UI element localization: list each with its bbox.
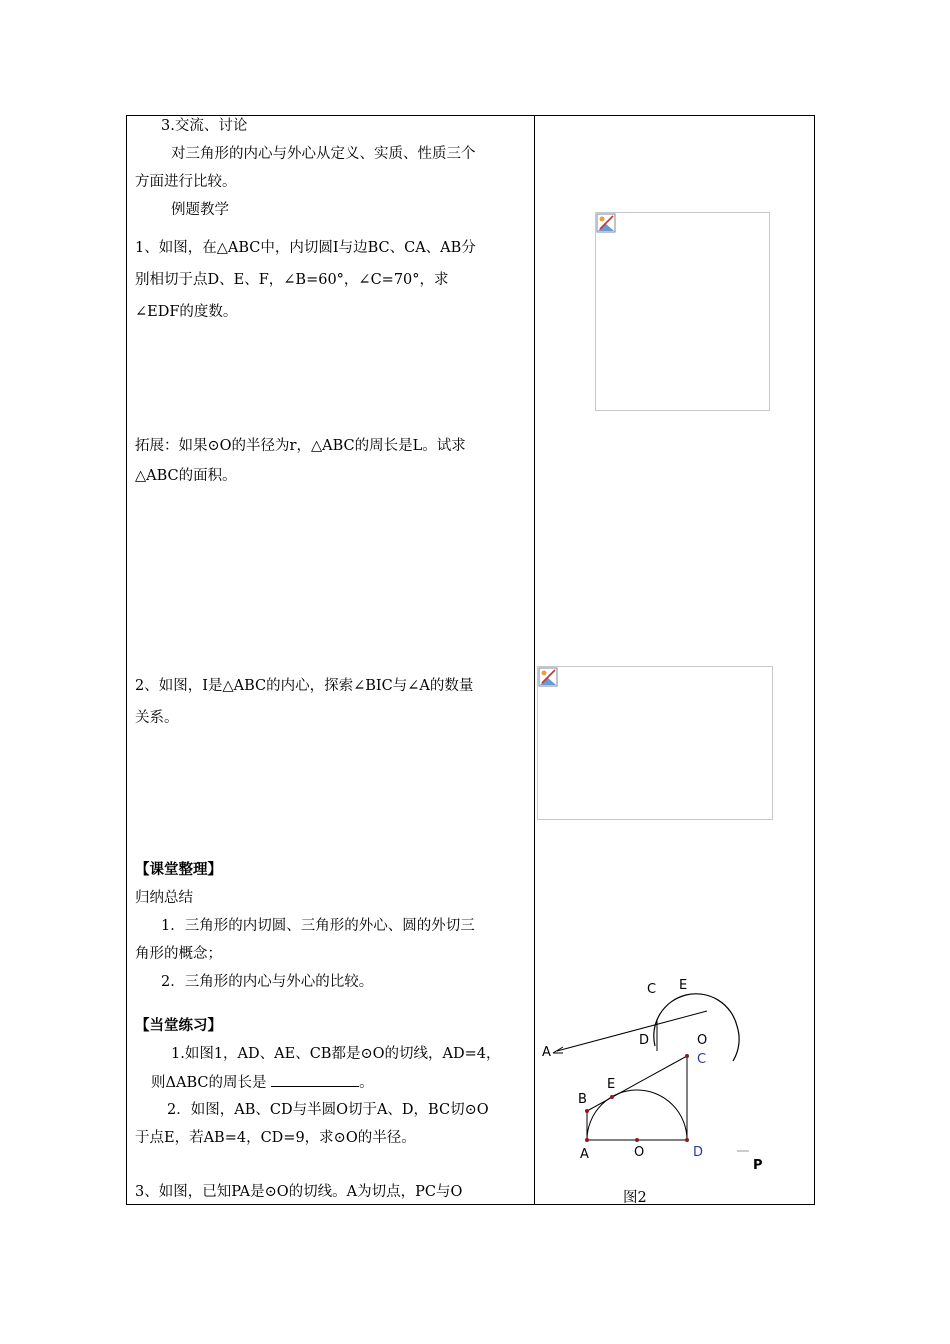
summary-item-1b: 角形的概念；	[135, 946, 222, 962]
example-heading: 例题教学	[171, 202, 229, 218]
extension-line1: 拓展：如果⊙O的半径为r，△ABC的周长是L。试求	[135, 438, 466, 454]
point-e	[610, 1095, 614, 1099]
fig2-label-p: P	[753, 1158, 763, 1173]
figure-2-diagram	[567, 1046, 767, 1156]
fig2-label-d: D	[693, 1145, 704, 1160]
fig1-label-a: A	[542, 1045, 551, 1060]
section-3-line2: 方面进行比较。	[135, 174, 237, 190]
extension-line2: △ABC的面积。	[135, 468, 237, 484]
figure-2-caption: 图2	[623, 1190, 647, 1206]
broken-image-icon	[538, 667, 558, 687]
fig1-label-e: E	[679, 978, 688, 993]
fig2-label-b: B	[578, 1092, 587, 1107]
broken-image-icon	[596, 213, 616, 233]
figure-placeholder-1	[595, 212, 770, 411]
point-b	[585, 1109, 589, 1113]
tangent-line-ae	[557, 1011, 707, 1051]
fig2-label-o: O	[634, 1145, 645, 1160]
summary-subheading: 归纳总结	[135, 890, 193, 906]
column-divider	[534, 116, 535, 1204]
question-2-line2: 关系。	[135, 710, 179, 726]
practice-1-text: 则ΔABC的周长是	[151, 1075, 267, 1091]
question-1-line1: 1、如图，在△ABC中，内切圆I与边BC、CA、AB分	[135, 240, 476, 256]
summary-item-1a: 1．三角形的内切圆、三角形的外心、圆的外切三	[161, 918, 475, 934]
fig1-label-c: C	[647, 982, 657, 997]
practice-1-end: 。	[359, 1075, 374, 1091]
practice-heading: 【当堂练习】	[135, 1018, 222, 1034]
summary-heading: 【课堂整理】	[135, 862, 222, 878]
question-2-line1: 2、如图，I是△ABC的内心，探索∠BIC与∠A的数量	[135, 678, 474, 694]
fig1-label-o: O	[697, 1033, 708, 1048]
practice-2-line1: 2．如图，AB、CD与半圆O切于A、D，BC切⊙O	[167, 1102, 489, 1118]
section-3-line1: 对三角形的内心与外心从定义、实质、性质三个	[171, 146, 476, 162]
answer-blank[interactable]	[271, 1072, 359, 1087]
question-1-line2: 别相切于点D、E、F，∠B=60°，∠C=70°，求	[135, 272, 449, 288]
fig2-label-a: A	[580, 1147, 589, 1162]
point-o	[635, 1138, 639, 1142]
practice-1-line2	[151, 1072, 374, 1093]
segment-bc	[587, 1056, 687, 1111]
fig1-label-d: D	[639, 1033, 650, 1048]
practice-1-line1: 1.如图1，AD、AE、CB都是⊙O的切线，AD=4，	[171, 1046, 501, 1062]
point-d	[685, 1138, 689, 1142]
summary-item-2: 2．三角形的内心与外心的比较。	[161, 974, 374, 990]
point-c	[685, 1054, 689, 1058]
practice-2-line2: 于点E，若AB=4，CD=9，求⊙O的半径。	[135, 1130, 416, 1146]
practice-3-line1: 3、如图，已知PA是⊙O的切线。A为切点，PC与O	[135, 1184, 463, 1200]
figure-placeholder-2	[537, 666, 773, 820]
question-1-line3: ∠EDF的度数。	[135, 304, 238, 320]
semicircle	[587, 1090, 687, 1140]
fig2-label-c: C	[697, 1052, 707, 1067]
section-3-heading: 3.交流、讨论	[161, 118, 248, 134]
lesson-table	[126, 115, 815, 1205]
point-a	[585, 1138, 589, 1142]
fig2-label-e: E	[607, 1077, 616, 1092]
